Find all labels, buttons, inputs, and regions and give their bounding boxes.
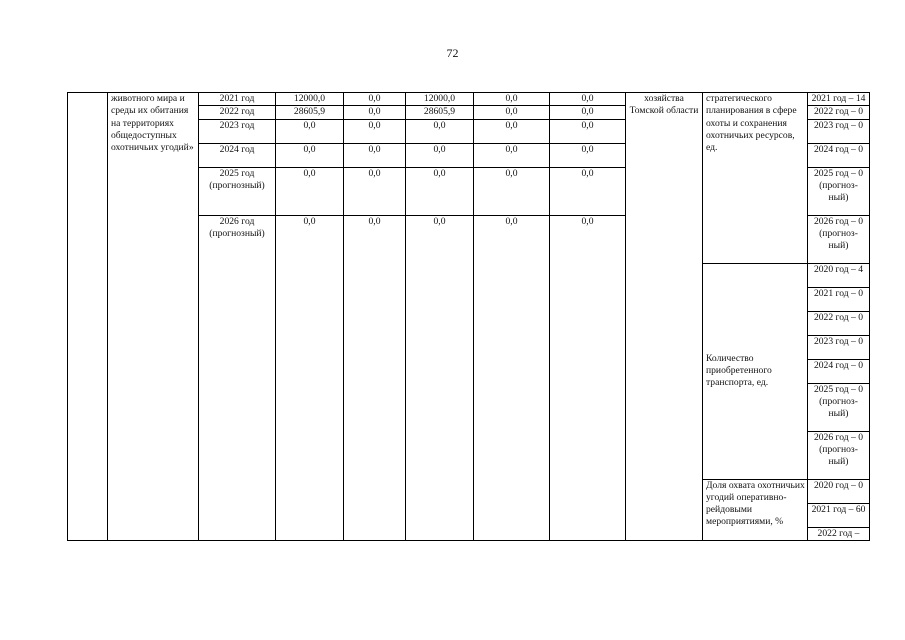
total-cell: 12000,0 [276,93,344,106]
indicator-name-cell: Доля охвата охотничьих угодий оперативно-рейдовыми мероприятиями, % [703,479,808,540]
extra-cell: 0,0 [550,215,626,540]
year-cell: 2021 год [199,93,276,106]
extra-cell: 0,0 [550,119,626,143]
local-cell: 0,0 [474,106,550,119]
executor-cell: хозяйства Томской области [626,93,703,541]
year-cell: 2024 год [199,143,276,167]
indicator-value-cell: 2025 год – 0 (прогноз-ный) [808,383,870,431]
regional-cell: 0,0 [406,143,474,167]
indicator-value-cell: 2026 год – 0 (прогноз-ный) [808,431,870,479]
extra-cell: 0,0 [550,106,626,119]
indicator-value-cell: 2021 год – 0 [808,287,870,311]
regional-cell: 0,0 [406,215,474,540]
indicator-name-cell: Количество приобретенного транспорта, ед. [703,263,808,479]
total-cell: 0,0 [276,143,344,167]
indicator-value-cell: 2022 год – 0 [808,311,870,335]
page-number: 72 [446,46,459,60]
federal-cell: 0,0 [344,119,406,143]
regional-cell: 28605,9 [406,106,474,119]
indicator-value-cell: 2020 год – 0 [808,479,870,503]
indicator-value-cell: 2024 год – 0 [808,143,870,167]
total-cell: 28605,9 [276,106,344,119]
indicator-value-cell: 2022 год – 0 [808,106,870,119]
indicator-value-cell: 2022 год – [808,527,870,540]
total-cell: 0,0 [276,167,344,215]
local-cell: 0,0 [474,119,550,143]
local-cell: 0,0 [474,143,550,167]
year-cell: 2025 год (прогнозный) [199,167,276,215]
federal-cell: 0,0 [344,215,406,540]
indicator-name-cell: стратегического планирования в сфере охоты и сохранения охотничьих ресурсов, ед. [703,93,808,264]
year-cell: 2026 год (прогнозный) [199,215,276,540]
indicator-value-cell: 2026 год – 0 (прогноз-ный) [808,215,870,263]
regional-cell: 12000,0 [406,93,474,106]
federal-cell: 0,0 [344,143,406,167]
local-cell: 0,0 [474,167,550,215]
local-cell: 0,0 [474,93,550,106]
indicator-value-cell: 2025 год – 0 (прогноз-ный) [808,167,870,215]
federal-cell: 0,0 [344,167,406,215]
regional-cell: 0,0 [406,167,474,215]
total-cell: 0,0 [276,215,344,540]
measure-name-cell: животного мира и среды их обитания на территориях общедоступных охотничьих угодий» [108,93,199,541]
total-cell: 0,0 [276,119,344,143]
indicator-value-cell: 2021 год – 60 [808,503,870,527]
indicator-value-cell: 2023 год – 0 [808,119,870,143]
local-cell: 0,0 [474,215,550,540]
year-cell: 2023 год [199,119,276,143]
indicator-value-cell: 2021 год – 14 [808,93,870,106]
program-table [67,92,870,541]
regional-cell: 0,0 [406,119,474,143]
federal-cell: 0,0 [344,93,406,106]
indicator-value-cell: 2020 год – 4 [808,263,870,287]
extra-cell: 0,0 [550,143,626,167]
indicator-value-cell: 2024 год – 0 [808,359,870,383]
year-cell: 2022 год [199,106,276,119]
federal-cell: 0,0 [344,106,406,119]
number-cell [68,93,108,541]
extra-cell: 0,0 [550,167,626,215]
indicator-value-cell: 2023 год – 0 [808,335,870,359]
extra-cell: 0,0 [550,93,626,106]
